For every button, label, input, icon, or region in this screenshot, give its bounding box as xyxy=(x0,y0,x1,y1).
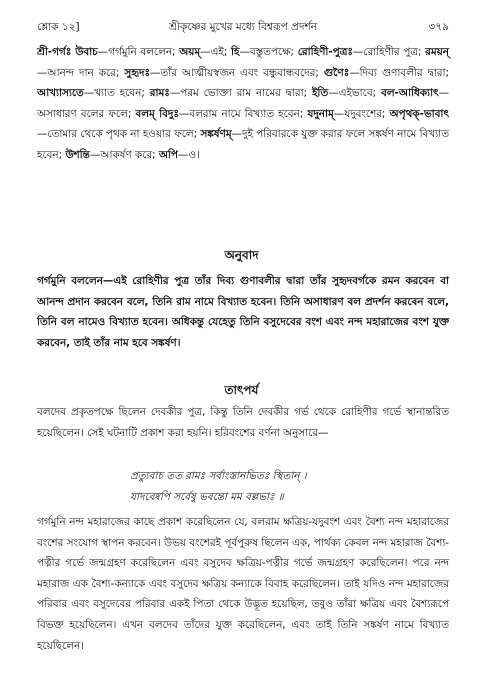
synonym-term: রময়ন্ xyxy=(425,46,449,58)
synonym-gloss: —বস্তুতপক্ষে; xyxy=(239,46,298,58)
chapter-title: শ্রীকৃষ্ণের মুখের মধ্যে বিশ্বরূপ প্রদর্শন xyxy=(169,21,317,33)
synonym-gloss: —আকর্ষণ করে; xyxy=(89,148,159,161)
purport-heading: তাৎপর্য xyxy=(224,383,259,397)
translation-block xyxy=(37,271,449,376)
synonym-term: সঙ্কর্ষণম্ xyxy=(200,128,232,141)
running-header xyxy=(37,20,449,38)
synonyms-block xyxy=(37,42,449,226)
synonym-gloss: —ও। xyxy=(177,148,200,161)
synonym-term: হি xyxy=(231,46,240,58)
synonym-term: উশন্তি xyxy=(65,148,90,161)
synonym-gloss: —আনন্দ দান করে; xyxy=(37,66,125,79)
synonym-gloss: —পরম ভোক্তা রাম নামের দ্বারা; xyxy=(169,87,313,100)
synonym-gloss: —তোমার থেকে পৃথক না হওয়ার ফলে; xyxy=(37,128,201,141)
synonym-gloss: —তাঁর আত্মীয়স্বজন এবং বন্ধুবান্ধবদের; xyxy=(150,66,324,79)
synonym-term: সুহৃদঃ xyxy=(124,66,151,79)
translation-text: গর্গমুনি বললেন—এই রোহিণীর পুত্র তাঁর দিব্য গুণাবলীর দ্বারা তাঁর সুহৃদবর্গকে রমন করবেন বা আনন্দ প্রদান করবেন বলে, তিনি রাম নামে বিখ্যাত হবেন। তিনি অসাধারণ বল প্রদর্শন করবেন বলে, তিনি বল নামেও বিখ্যাত হবেন। অধিকন্তু যেহেতু তিনি বসুদেবের বংশ এবং নন্দ মহারাজের বংশ যুক্ত করবেন, তাই তাঁর নাম হবে সঙ্কর্ষণ। xyxy=(37,275,449,349)
synonym-term: রামঃ xyxy=(149,87,170,100)
synonym-term: ইতি xyxy=(312,87,329,100)
purport-paragraph-2: গর্গমুনি নন্দ মহারাজের কাছে প্রকাশ করেছিলেন যে, বলরাম ক্ষত্রিয়-যদুবংশ এবং বৈশ্য নন্দ মহারাজের বংশের সংযোগ স্থাপন করবেন। উভয় বংশেরই পূর্বপুরুষ ছিলেন এক, পার্থক্য কেবল নন্দ মহারাজ বৈশ্য-পত্নীর গর্ভে জন্মগ্রহণ করেছিলেন এবং বসুদেব ক্ষত্রিয়-পত্নীর গর্ভে জন্মগ্রহণ করেছিলেন। পরে নন্দ মহারাজ এক বৈশ্য-কন্যাকে এবং বসুদেব ক্ষত্রিয় কন্যাকে বিবাহ করেছিলেন। তাই যদিও নন্দ মহারাজের পরিবার এবং বসুদেবের পরিবার একই পিতা থেকে উদ্ভূত হয়েছিল, তবুও তাঁরা ক্ষত্রিয় এবং বৈশ্যরূপে বিভক্ত হয়েছিলেন। এখন বলদেব তাঁদের যুক্ত করেছিলেন, এবং তাই তিনি সঙ্কর্ষণ নামে বিখ্যাত হয়েছিলেন। xyxy=(37,516,449,652)
purport-paragraph-1: বলদেব প্রকৃতপক্ষে ছিলেন দেবকীর পুত্র, কিন্তু তিনি দেবকীর গর্ভ থেকে রোহিণীর গর্ভে স্থানান্তরিত হয়েছিলেন। সেই ঘটনাটি প্রকাশ করা হয়নি। হরিবংশের বর্ণনা অনুসারে— xyxy=(37,406,449,439)
verse-quote xyxy=(130,466,449,508)
verse-line-1: প্রত্যুবাচ তত রামঃ সর্বাংস্তানভিতঃ স্থিতান্ । xyxy=(130,470,307,482)
synonym-term: রোহিণী-পুত্রঃ xyxy=(297,46,353,58)
synonym-term: শ্রী-গর্গঃ উবাচ xyxy=(37,46,98,58)
synonym-gloss: —দিব্য গুণাবলীর দ্বারা; xyxy=(349,66,449,79)
chapter-verse-ref: শ্লোক ১২] xyxy=(37,21,80,33)
synonym-term: বল-আধিক্যাৎ xyxy=(381,87,439,100)
synonym-gloss: —এইভাবে; xyxy=(328,87,382,100)
purport-main-block xyxy=(37,512,449,682)
synonym-term: গুণৈঃ xyxy=(323,66,350,79)
synonym-gloss: —এই; xyxy=(200,46,231,58)
synonym-gloss: —গর্গমুনি বললেন; xyxy=(97,46,180,58)
synonym-gloss: —অসাধারণ বলের ফলে; xyxy=(37,87,450,120)
synonym-gloss: —দুই পরিবারকে যুক্ত করার ফলে সঙ্কর্ষণ নামে বিখ্যাত হবেন; xyxy=(37,128,449,161)
synonym-term: অপৃথক্-ভাবাৎ xyxy=(389,107,449,120)
synonym-gloss: —রোহিণীর পুত্র; xyxy=(352,46,426,58)
verse-line-2: যাদবেষ্বপি সর্বেষু ভবন্তো মম বল্লভাঃ ॥ xyxy=(130,491,284,503)
synonym-term: অপি xyxy=(158,148,178,161)
synonym-gloss: —বলরাম নামে বিখ্যাত হবেন; xyxy=(178,107,308,120)
synonym-gloss: —যদুবংশের; xyxy=(333,107,390,120)
synonym-term: বলম্ বিদুঃ xyxy=(135,107,179,120)
synonym-gloss: —খ্যাত হবেন; xyxy=(83,87,150,100)
synonym-term: আখ্যাস্যতে xyxy=(37,87,84,100)
page-number: ৩৭৯ xyxy=(428,21,449,33)
synonyms-paragraph xyxy=(37,42,449,166)
synonym-term: অয়ম্ xyxy=(179,46,201,58)
synonym-term: যদুনাম্ xyxy=(307,107,334,120)
purport-intro-block xyxy=(37,402,449,464)
translation-heading: অনুবাদ xyxy=(224,248,259,262)
